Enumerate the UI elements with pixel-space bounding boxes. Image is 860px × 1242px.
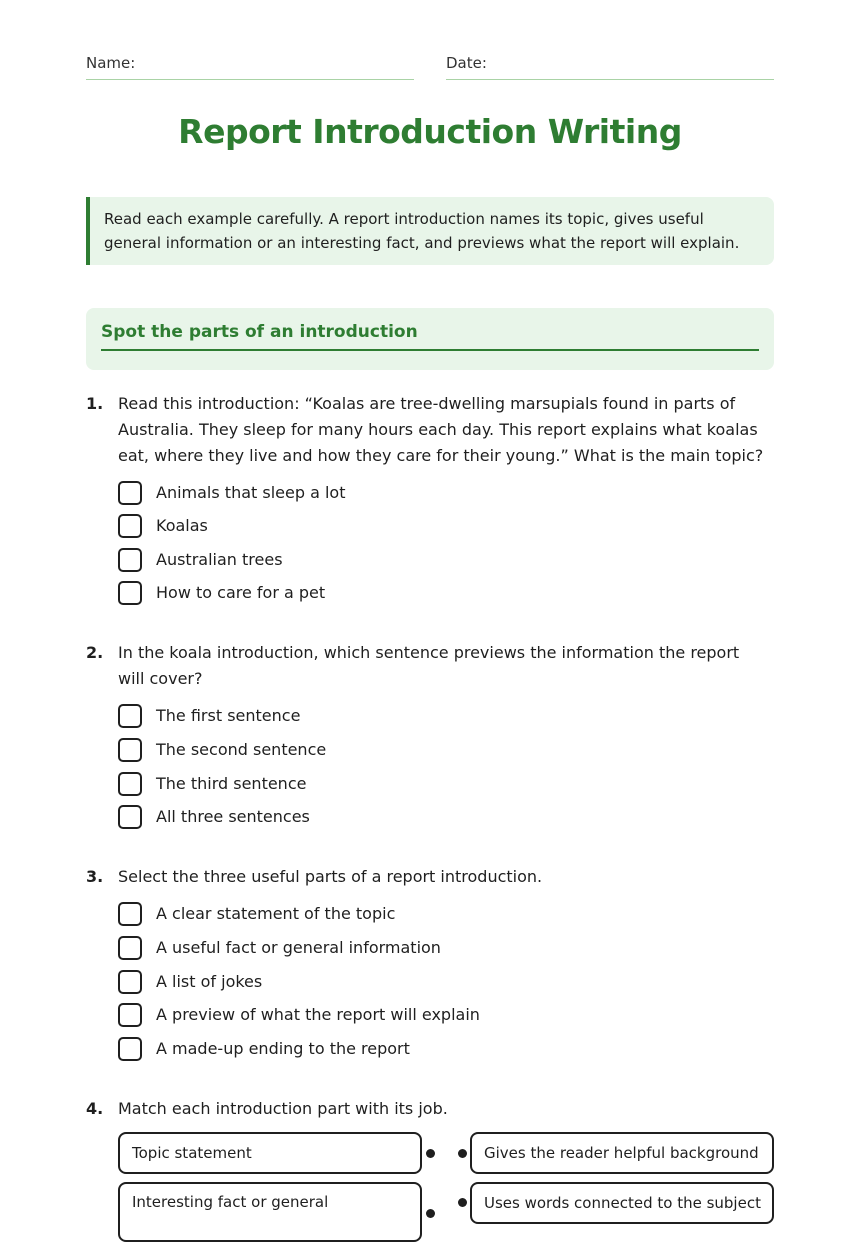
option-label: A made-up ending to the report [156, 1039, 410, 1058]
checkbox[interactable] [118, 902, 142, 926]
checkbox[interactable] [118, 1003, 142, 1027]
checkbox[interactable] [118, 581, 142, 605]
checkbox[interactable] [118, 936, 142, 960]
match-right-item[interactable] [470, 1182, 774, 1224]
question-text: Match each introduction part with its job. [118, 1099, 448, 1118]
checkbox[interactable] [118, 704, 142, 728]
question-text: Read this introduction: “Koalas are tree-dwelling marsupials found in parts of Australia. They sleep for many hours each day. This report explains what koalas eat, where they live and how they care for their young.” What is the main topic? [118, 394, 764, 465]
option-label: A list of jokes [156, 972, 263, 991]
question-number: 2. [86, 643, 104, 662]
checkbox[interactable] [118, 738, 142, 762]
question-number: 1. [86, 394, 104, 413]
option-label: The first sentence [156, 706, 301, 725]
instructions-box [86, 197, 774, 265]
option-label: A clear statement of the topic [156, 904, 396, 923]
match-dot-left[interactable] [426, 1149, 435, 1158]
option-label: The second sentence [156, 740, 327, 759]
match-left-item[interactable] [118, 1182, 422, 1242]
checkbox[interactable] [118, 772, 142, 796]
option-label: Animals that sleep a lot [156, 483, 346, 502]
option-label: The third sentence [156, 774, 307, 793]
match-right-item[interactable] [470, 1132, 774, 1174]
question-text: In the koala introduction, which sentence previews the information the report will cover? [118, 643, 740, 688]
section-header [86, 308, 774, 370]
question-number: 3. [86, 867, 104, 886]
match-dot-right[interactable] [458, 1149, 467, 1158]
date-field[interactable] [446, 54, 774, 80]
instructions-text: Read each example carefully. A report introduction names its topic, gives useful general information or an interesting fact, and previews what the report will explain. [104, 210, 740, 252]
question-text: Select the three useful parts of a report introduction. [118, 867, 543, 886]
name-date-row [86, 54, 774, 80]
name-field[interactable] [86, 54, 414, 80]
checkbox[interactable] [118, 805, 142, 829]
match-left-item[interactable] [118, 1132, 422, 1174]
match-dot-left[interactable] [426, 1209, 435, 1218]
match-label: Gives the reader helpful background [484, 1144, 759, 1162]
checkbox[interactable] [118, 514, 142, 538]
match-label: Interesting fact or general [132, 1193, 329, 1211]
date-label: Date: [446, 54, 487, 72]
page-title: Report Introduction Writing [178, 112, 682, 151]
match-label: Uses words connected to the subject [484, 1194, 761, 1212]
option-label: Koalas [156, 516, 208, 535]
question-number: 4. [86, 1099, 104, 1118]
match-dot-right[interactable] [458, 1198, 467, 1207]
section-heading: Spot the parts of an introduction [101, 322, 759, 351]
checkbox[interactable] [118, 548, 142, 572]
checkbox[interactable] [118, 970, 142, 994]
option-label: How to care for a pet [156, 583, 326, 602]
option-label: A useful fact or general information [156, 938, 441, 957]
option-label: All three sentences [156, 807, 310, 826]
option-label: A preview of what the report will explain [156, 1005, 480, 1024]
match-label: Topic statement [132, 1144, 252, 1162]
checkbox[interactable] [118, 1037, 142, 1061]
option-label: Australian trees [156, 550, 283, 569]
name-label: Name: [86, 54, 136, 72]
checkbox[interactable] [118, 481, 142, 505]
